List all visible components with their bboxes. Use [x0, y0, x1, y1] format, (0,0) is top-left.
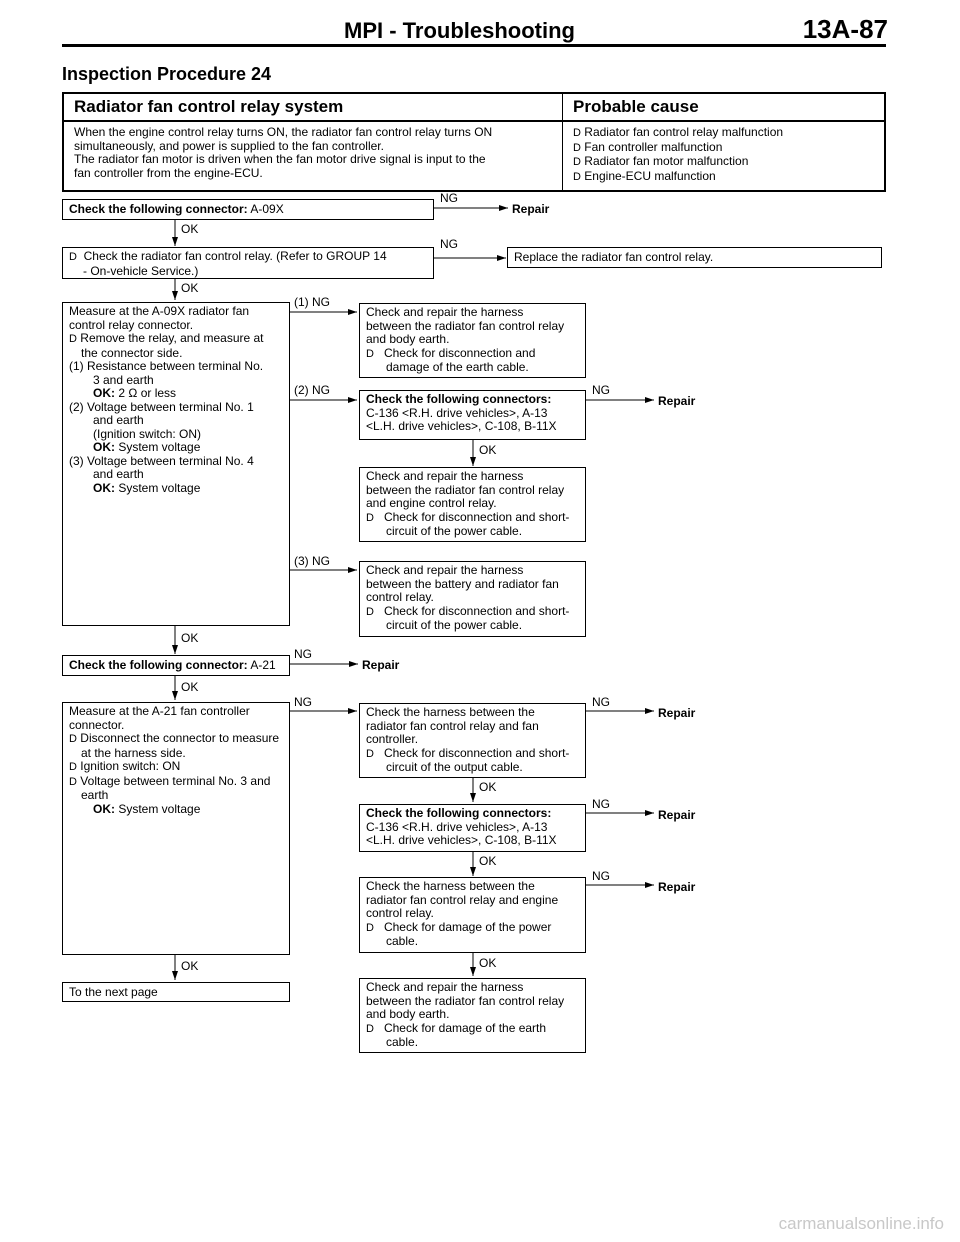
check-harness-engine-control-relay: Check the harness between the radiator fan control relay and engine control relay. D Check for damage of the power cable.: [359, 877, 586, 953]
bullet-glyph: D: [573, 141, 581, 154]
repair-label: Repair: [658, 880, 696, 894]
bullet-glyph: D: [366, 511, 374, 524]
repair-harness-engine-control-relay: Check and repair the harness between the radiator fan control relay and engine control relay. D Check for disconnection and short-circuit of the power cable.: [359, 467, 586, 542]
step-label: Check the following connector:: [69, 202, 248, 216]
ohm-symbol: Ω: [128, 386, 138, 400]
bullet-glyph: D: [366, 1022, 374, 1035]
check-connector-a09x: [62, 199, 434, 220]
ok-label: OK: [479, 854, 497, 868]
cause-item: D Engine-ECU malfunction: [573, 168, 716, 183]
ng3-label: (3) NG: [294, 554, 330, 568]
bullet-glyph: D: [69, 775, 77, 788]
ng2-label: (2) NG: [294, 383, 330, 397]
repair-harness-battery: Check and repair the harness between the battery and radiator fan control relay. D Check for disconnection and short-circuit of the power cable.: [359, 561, 586, 637]
watermark: carmanualsonline.info: [778, 1214, 944, 1233]
description-line: simultaneously, and power is supplied to the fan controller.: [74, 138, 384, 153]
bullet-glyph: D: [366, 347, 374, 360]
repair-harness-body-earth: Check and repair the harness between the radiator fan control relay and body earth. D Check for damage of the earth cable.: [359, 978, 586, 1053]
description-line: fan controller from the engine-ECU.: [74, 165, 263, 180]
ng-label: NG: [592, 383, 610, 397]
ng-label: NG: [592, 797, 610, 811]
bullet-glyph: D: [366, 747, 374, 760]
ng-label: NG: [592, 869, 610, 883]
connector-id: A-09X: [247, 202, 284, 216]
ng-label: NG: [294, 695, 312, 709]
check-connector-a21: Check the following connector: A-21: [62, 655, 290, 676]
repair-label: Repair: [658, 706, 696, 720]
measure-a09x-relay-connector: Measure at the A-09X radiator fan control relay connector. D Remove the relay, and measure at the connector side. (1) Resistance between terminal No. 3 and earth OK: 2 Ω or less (2) Voltage between terminal No. 1 and earth (Ignition switch: ON) OK: System voltage (3) Voltage between terminal No. 4 and earth OK: System voltage: [62, 302, 290, 626]
step2-line: Check the radiator fan control relay. (Refer to GROUP 14: [83, 249, 387, 263]
replace-relay-box: Replace the radiator fan control relay.: [507, 247, 882, 268]
page-number: 13A-87: [802, 14, 888, 44]
cause-item: D Radiator fan motor malfunction: [573, 154, 749, 168]
description-line: The radiator fan motor is driven when the fan motor drive signal is input to the: [74, 152, 486, 166]
ok-label: OK: [479, 443, 497, 457]
page-header-title: MPI - Troubleshooting: [344, 18, 575, 43]
ng-label: NG: [440, 191, 458, 205]
repair-label: Repair: [512, 202, 550, 216]
cause-item: D Radiator fan control relay malfunction: [573, 125, 784, 139]
ng-label: NG: [592, 695, 610, 709]
check-fan-control-relay: [62, 247, 434, 279]
ok-label: OK: [181, 959, 199, 973]
description-line: When the engine control relay turns ON, the radiator fan control relay turns ON: [74, 125, 493, 139]
ng1-label: (1) NG: [294, 295, 330, 309]
measure-a21-fan-controller: Measure at the A-21 fan controller connector. D Disconnect the connector to measure at the harness side. D Ignition switch: ON D Voltage between terminal No. 3 and earth OK: System voltage: [62, 702, 290, 955]
bullet-glyph: D: [573, 156, 581, 168]
check-harness-fan-controller: Check the harness between the radiator fan control relay and fan controller. D Check for disconnection and short-circuit of the output cable.: [359, 703, 586, 778]
repair-harness-earth: Check and repair the harness between the radiator fan control relay and body earth. D Check for disconnection and damage of the earth cable.: [359, 303, 586, 378]
repair-label: Repair: [658, 394, 696, 408]
step2-line: - On-vehicle Service.): [83, 263, 199, 278]
bullet-glyph: D: [69, 333, 77, 345]
bullet-glyph: D: [366, 605, 374, 618]
check-connectors-c136: Check the following connectors: C-136 <R.H. drive vehicles>, A-13 <L.H. drive vehicles>, C-108, B-11X: [359, 390, 586, 440]
repair-label: Repair: [658, 808, 696, 822]
ng-label: NG: [440, 237, 458, 251]
ok-label: OK: [479, 956, 497, 970]
ok-label: OK: [181, 631, 199, 645]
bullet-glyph: D: [69, 733, 77, 745]
bullet-glyph: D: [573, 170, 581, 183]
ng-label: NG: [294, 647, 312, 661]
procedure-title: Inspection Procedure 24: [62, 64, 272, 84]
table-header-cause: Probable cause: [563, 93, 886, 121]
bullet-glyph: D: [69, 251, 77, 263]
table-header-system: Radiator fan control relay system: [63, 93, 563, 121]
bullet-glyph: D: [366, 921, 374, 934]
bullet-glyph: D: [573, 127, 581, 139]
to-next-page: To the next page: [62, 982, 290, 1002]
ok-label: OK: [181, 281, 199, 295]
ok-label: OK: [479, 780, 497, 794]
bullet-glyph: D: [69, 761, 77, 773]
repair-label: Repair: [362, 658, 400, 672]
cause-item: D Fan controller malfunction: [573, 139, 723, 154]
ok-label: OK: [181, 222, 199, 236]
ok-label: OK: [181, 680, 199, 694]
check-connectors-c136-b: Check the following connectors: C-136 <R.H. drive vehicles>, A-13 <L.H. drive vehicles>, C-108, B-11X: [359, 804, 586, 852]
